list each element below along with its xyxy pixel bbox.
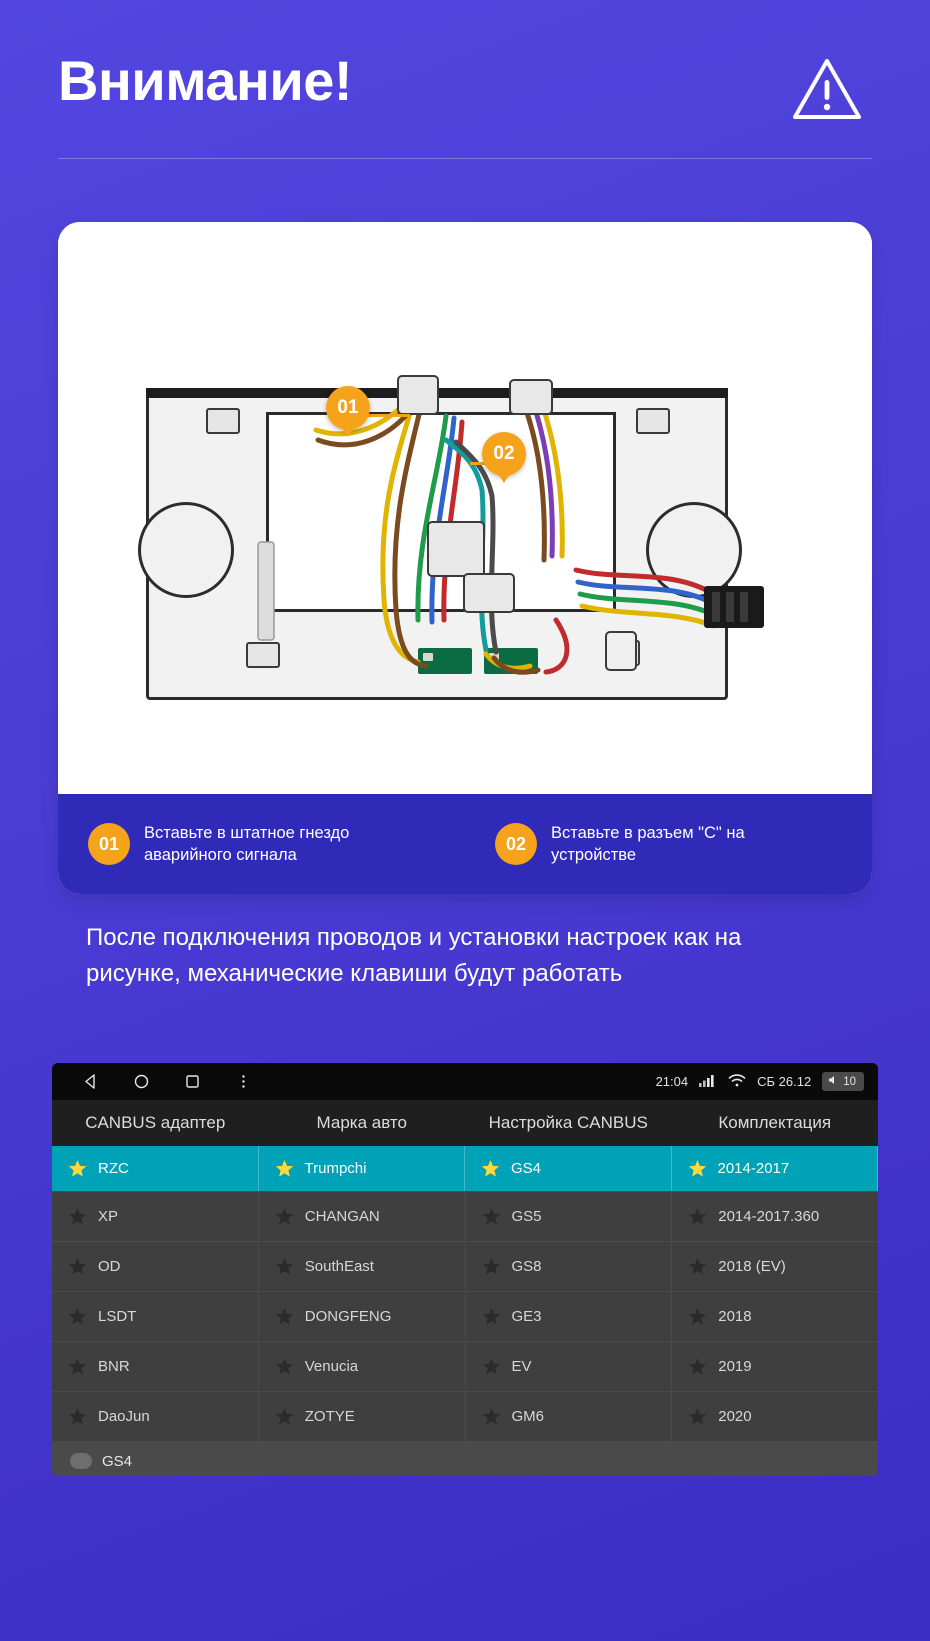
- cell-brand[interactable]: [259, 1146, 466, 1191]
- home-icon[interactable]: [133, 1073, 150, 1090]
- star-icon: [68, 1307, 87, 1326]
- cell-text: GS4: [511, 1160, 542, 1177]
- tab-car-brand[interactable]: Марка авто: [316, 1113, 407, 1132]
- cell-text: 2014-2017.360: [718, 1208, 820, 1225]
- star-icon: [688, 1159, 707, 1178]
- wiring-harness: [146, 370, 746, 700]
- star-icon: [482, 1307, 501, 1326]
- star-icon: [688, 1307, 707, 1326]
- cell-text: OD: [98, 1258, 121, 1275]
- device-screenshot: [52, 1063, 878, 1476]
- settings-tabs: [52, 1100, 878, 1146]
- cell-year[interactable]: [672, 1342, 878, 1391]
- cell-text: 2018 (EV): [718, 1258, 786, 1275]
- cell-text: GS8: [511, 1258, 542, 1275]
- star-icon: [68, 1357, 87, 1376]
- table-row[interactable]: [52, 1342, 878, 1392]
- volume-level: 10: [843, 1075, 856, 1088]
- callout-badge-01: [326, 386, 370, 430]
- cell-text: EV: [511, 1358, 532, 1375]
- legend-bar: [58, 794, 872, 894]
- star-icon: [68, 1207, 87, 1226]
- cell-text: Trumpchi: [304, 1160, 367, 1177]
- device-illustration: [146, 370, 746, 700]
- volume-icon: [827, 1074, 839, 1089]
- cell-year[interactable]: [672, 1242, 878, 1291]
- cell-text: GE3: [511, 1308, 542, 1325]
- cell-text: 2014-2017: [717, 1160, 790, 1177]
- legend-item-01: [58, 822, 465, 867]
- legend-text-01: Вставьте в штатное гнездо аварийного сигнала: [144, 823, 350, 864]
- cell-text: 2018: [718, 1308, 752, 1325]
- star-icon: [481, 1159, 500, 1178]
- callout-label-02: 02: [493, 443, 515, 464]
- tab-canbus-settings[interactable]: Настройка CANBUS: [488, 1113, 648, 1132]
- cell-text: Venucia: [304, 1358, 359, 1375]
- callout-label-01: 01: [337, 397, 359, 418]
- cell-model[interactable]: [466, 1342, 673, 1391]
- legend-badge-01: [88, 823, 130, 865]
- cell-adapter[interactable]: [52, 1342, 259, 1391]
- legend-badge-02: [495, 823, 537, 865]
- header-divider: [58, 158, 872, 159]
- cell-text: 2019: [718, 1358, 752, 1375]
- cell-text: LSDT: [98, 1308, 137, 1325]
- table-row[interactable]: [52, 1146, 878, 1192]
- cell-text: DONGFENG: [304, 1308, 392, 1325]
- cell-year[interactable]: [672, 1192, 878, 1241]
- overflow-icon[interactable]: [235, 1073, 252, 1090]
- status-date: СБ 26.12: [757, 1074, 812, 1089]
- selected-model-bar: [52, 1442, 878, 1476]
- signal-icon: [699, 1074, 717, 1090]
- star-icon: [688, 1207, 707, 1226]
- table-row[interactable]: [52, 1392, 878, 1442]
- cell-year[interactable]: [672, 1146, 879, 1191]
- table-row[interactable]: [52, 1292, 878, 1342]
- page-title: Внимание!: [58, 49, 353, 112]
- star-icon: [688, 1357, 707, 1376]
- star-icon: [68, 1257, 87, 1276]
- star-icon: [688, 1257, 707, 1276]
- cell-text: GM6: [511, 1408, 545, 1425]
- status-time: 21:04: [655, 1074, 689, 1089]
- cell-adapter[interactable]: [52, 1146, 259, 1191]
- cell-model[interactable]: [466, 1242, 673, 1291]
- cell-text: DaoJun: [98, 1408, 150, 1425]
- table-row[interactable]: [52, 1242, 878, 1292]
- tab-canbus-adapter[interactable]: CANBUS адаптер: [85, 1113, 226, 1132]
- star-icon: [482, 1257, 501, 1276]
- android-status-bar: [52, 1063, 878, 1100]
- star-icon: [68, 1407, 87, 1426]
- cell-adapter[interactable]: [52, 1392, 259, 1441]
- star-icon: [482, 1407, 501, 1426]
- cell-brand[interactable]: [259, 1292, 466, 1341]
- star-icon: [482, 1357, 501, 1376]
- legend-number-02: 02: [505, 833, 527, 854]
- header: [0, 0, 930, 170]
- legend-number-01: 01: [98, 833, 120, 854]
- cell-brand[interactable]: [259, 1392, 466, 1441]
- star-icon: [688, 1407, 707, 1426]
- cell-year[interactable]: [672, 1292, 878, 1341]
- star-icon: [275, 1257, 294, 1276]
- car-icon: [70, 1453, 92, 1469]
- cell-year[interactable]: [672, 1392, 878, 1441]
- instruction-caption: После подключения проводов и установки настроек как на рисунке, механические клавиши будут работать: [86, 924, 742, 987]
- cell-brand[interactable]: [259, 1342, 466, 1391]
- star-icon: [275, 1207, 294, 1226]
- legend-text-02: Вставьте в разъем "C" на устройстве: [551, 823, 745, 864]
- cell-text: XP: [98, 1208, 119, 1225]
- cell-model[interactable]: [466, 1292, 673, 1341]
- status-right-group: [656, 1063, 864, 1100]
- cell-text: SouthEast: [304, 1258, 374, 1275]
- illustration-card: [58, 222, 872, 894]
- star-icon: [68, 1159, 87, 1178]
- cell-text: CHANGAN: [304, 1208, 380, 1225]
- legend-item-02: [465, 822, 872, 867]
- cell-text: BNR: [98, 1358, 130, 1375]
- callout-badge-02: [482, 432, 526, 476]
- cell-text: GS5: [511, 1208, 542, 1225]
- cell-text: 2020: [718, 1408, 752, 1425]
- recents-icon[interactable]: [184, 1073, 201, 1090]
- cell-adapter[interactable]: [52, 1242, 259, 1291]
- star-icon: [275, 1357, 294, 1376]
- cell-model[interactable]: [465, 1146, 672, 1191]
- cell-adapter[interactable]: [52, 1292, 259, 1341]
- table-row[interactable]: [52, 1192, 878, 1242]
- android-nav-buttons: [52, 1073, 252, 1090]
- cell-brand[interactable]: [259, 1242, 466, 1291]
- cell-model[interactable]: [466, 1392, 673, 1441]
- volume-indicator[interactable]: [822, 1072, 864, 1091]
- selected-model-label: GS4: [102, 1452, 133, 1470]
- cell-adapter[interactable]: [52, 1192, 259, 1241]
- wifi-icon: [728, 1074, 746, 1090]
- star-icon: [275, 1407, 294, 1426]
- star-icon: [275, 1307, 294, 1326]
- star-icon: [275, 1159, 294, 1178]
- cell-text: ZOTYE: [304, 1408, 355, 1425]
- cell-brand[interactable]: [259, 1192, 466, 1241]
- back-icon[interactable]: [82, 1073, 99, 1090]
- tab-equipment[interactable]: Комплектация: [718, 1113, 832, 1132]
- device-photo: [58, 222, 872, 794]
- star-icon: [482, 1207, 501, 1226]
- cell-text: RZC: [98, 1160, 129, 1177]
- warning-triangle-icon: [792, 55, 862, 125]
- cell-model[interactable]: [466, 1192, 673, 1241]
